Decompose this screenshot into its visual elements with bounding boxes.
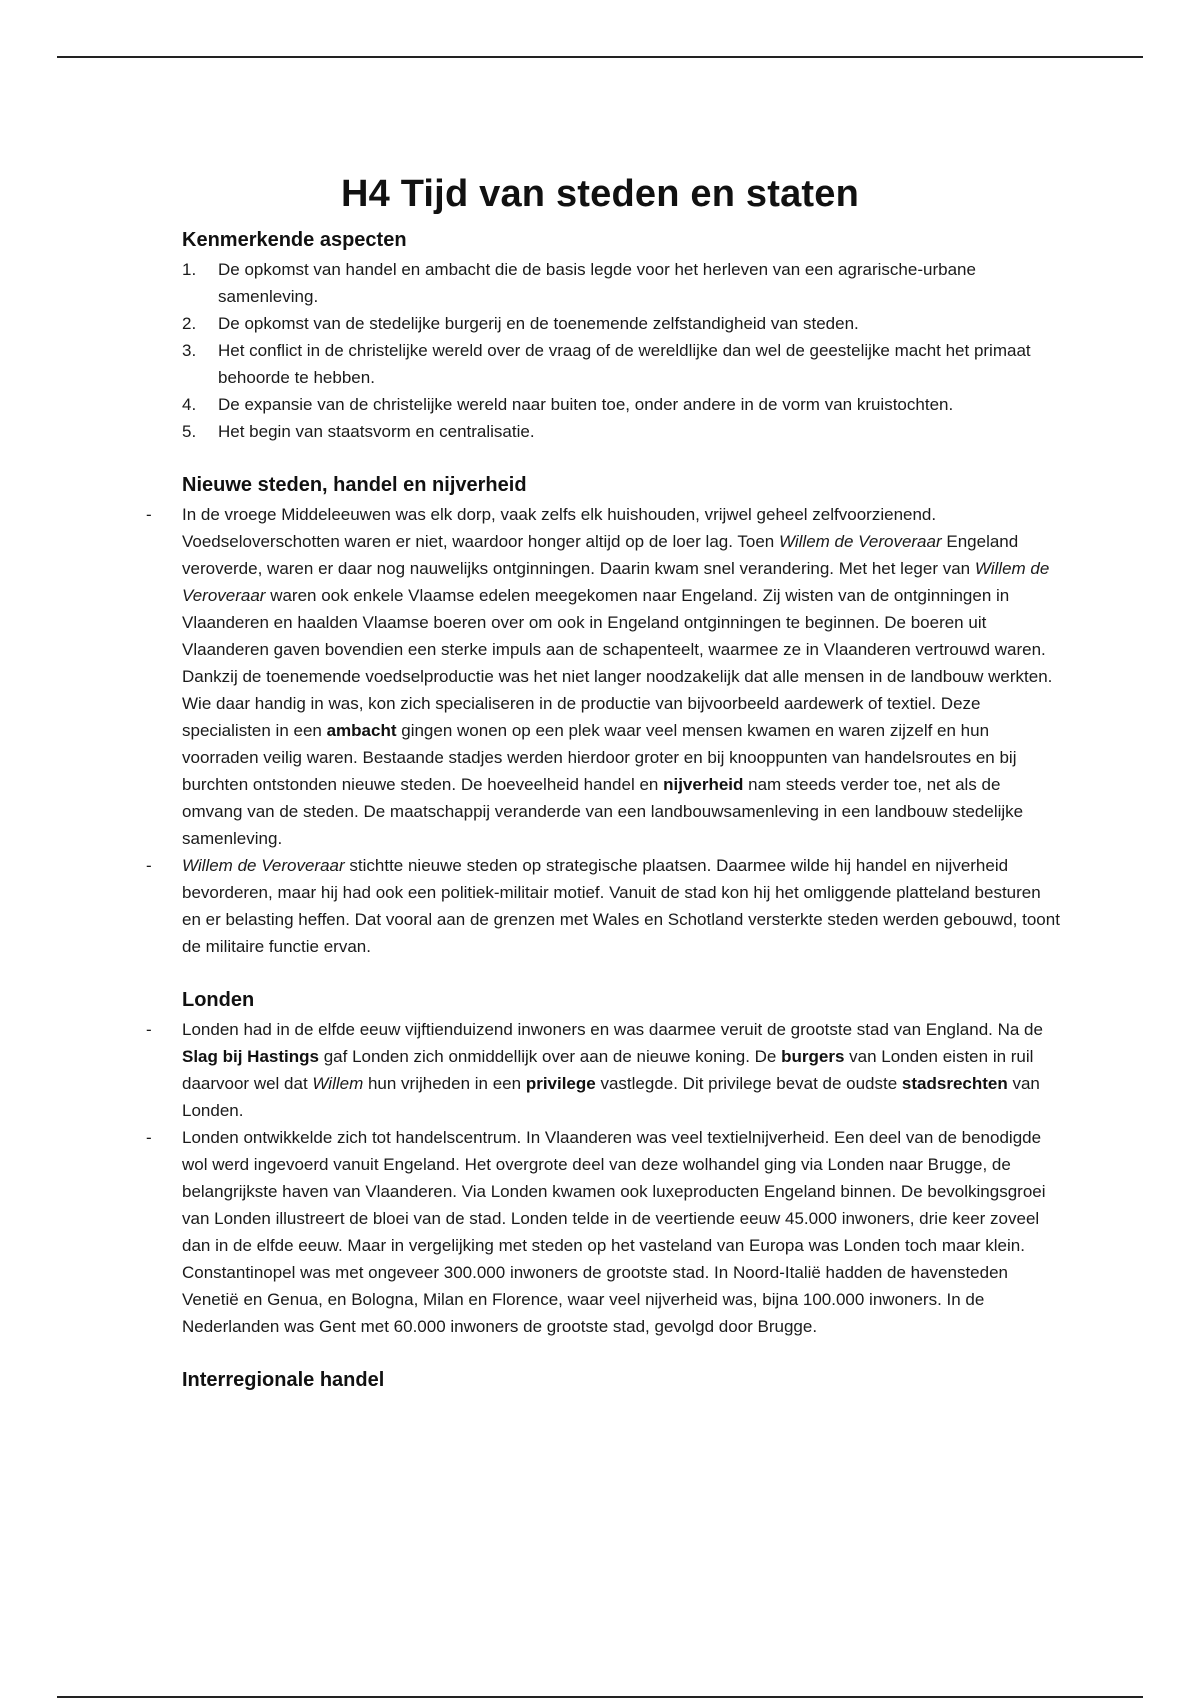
top-rule bbox=[57, 56, 1143, 58]
bold-term: nijverheid bbox=[663, 775, 744, 794]
list-number: 5. bbox=[182, 422, 197, 441]
text-run: stichtte nieuwe steden op strategische plaatsen. Daarmee wilde hij handel en nijverheid bevorderen, maar hij had ook een politiek-militair motief. Vanuit de stad kon hij het omliggende platteland besturen en er belasting heffen. Dat vooral aan de grenzen met Wales en Schotland versterkte steden werden gebouwd, toont de militaire functie ervan. bbox=[182, 856, 1060, 956]
text-run: Engeland veroverde, waren er daar nog nauwelijks ontginningen. Daarin kwam snel verandering. Met het leger van bbox=[182, 532, 1019, 578]
bullet-paragraph bbox=[146, 1016, 1062, 1124]
page-title: H4 Tijd van steden en staten bbox=[340, 173, 860, 216]
bullet-paragraph bbox=[146, 852, 1062, 960]
bullet-list bbox=[146, 1016, 1062, 1340]
list-item bbox=[182, 310, 1062, 337]
bottom-rule bbox=[57, 1696, 1143, 1698]
list-number: 2. bbox=[182, 314, 197, 333]
section-kenmerkende-aspecten bbox=[182, 226, 1062, 445]
text-run: gingen wonen op een plek waar veel mensen kwamen en waren zijzelf en hun voorraden veilig waren. Bestaande stadjes werden hierdoor groter en bij knooppunten van handelsroutes en bij burchten ontstonden nieuwe steden. De hoeveelheid handel en bbox=[182, 721, 1017, 794]
section-nieuwe-steden bbox=[146, 471, 1062, 960]
italic-run: Willem bbox=[312, 1074, 364, 1093]
list-item bbox=[182, 391, 1062, 418]
list-item-text: De opkomst van handel en ambacht die de basis legde voor het herleven van een agrarische-urbane samenleving. bbox=[218, 260, 976, 306]
list-item-text: Het conflict in de christelijke wereld over de vraag of de wereldlijke dan wel de geestelijke macht het primaat behoorde te hebben. bbox=[218, 341, 1031, 387]
section-interregionale-handel bbox=[182, 1366, 1062, 1394]
text-run: gaf Londen zich onmiddellijk over aan de nieuwe koning. De bbox=[318, 1047, 782, 1066]
bullet-dash: - bbox=[146, 856, 152, 875]
text-run: Londen had in de elfde eeuw vijftienduizend inwoners en was daarmee veruit de grootste stad van England. Na de bbox=[182, 1020, 1043, 1039]
italic-run: Willem de Veroveraar bbox=[182, 559, 1050, 605]
text-run: waren ook enkele Vlaamse edelen meegekomen naar Engeland. Zij wisten van de ontginningen in Vlaanderen en haalden Vlaamse boeren over om ook in Engeland ontginningen te beginnen. De boeren uit Vlaanderen gaven bovendien een sterke impuls aan de schapenteelt, waarmee ze in Vlaanderen vertrouwd waren. Dankzij de toenemende voedselproductie was het niet langer noodzakelijk dat alle mensen in de landbouw werkten. Wie daar handig in was, kon zich specialiseren in de productie van bijvoorbeeld aardewerk of textiel. Deze specialisten in een bbox=[182, 586, 1053, 740]
bold-term: ambacht bbox=[326, 721, 397, 740]
section-heading: Kenmerkende aspecten bbox=[182, 229, 407, 251]
bullet-paragraph bbox=[146, 1124, 1062, 1340]
text-run: van Londen eisten in ruil daarvoor wel dat bbox=[182, 1047, 1034, 1093]
bullet-dash: - bbox=[146, 1020, 152, 1039]
italic-run: Willem de Veroveraar bbox=[182, 856, 345, 875]
document-body bbox=[146, 226, 1062, 1420]
list-item-text: De opkomst van de stedelijke burgerij en de toenemende zelfstandigheid van steden. bbox=[218, 314, 859, 333]
list-item-text: De expansie van de christelijke wereld naar buiten toe, onder andere in de vorm van kruistochten. bbox=[218, 395, 954, 414]
section-londen bbox=[146, 986, 1062, 1340]
bold-term: privilege bbox=[525, 1074, 596, 1093]
list-item bbox=[182, 256, 1062, 310]
bold-term: Slag bij Hastings bbox=[182, 1047, 319, 1066]
text-run: nam steeds verder toe, net als de omvang van de steden. De maatschappij veranderde van een landbouwsamenleving in een landbouw stedelijke samenleving. bbox=[182, 775, 1024, 848]
text-run: vastlegde. Dit privilege bevat de oudste bbox=[595, 1074, 902, 1093]
italic-run: Willem de Veroveraar bbox=[778, 532, 942, 551]
bullet-paragraph bbox=[146, 501, 1062, 852]
bullet-dash: - bbox=[146, 1128, 152, 1147]
list-item-text: Het begin van staatsvorm en centralisatie. bbox=[218, 422, 535, 441]
bold-term: burgers bbox=[781, 1047, 845, 1066]
text-run: Londen ontwikkelde zich tot handelscentrum. In Vlaanderen was veel textielnijverheid. Een deel van de benodigde wol werd ingevoerd vanuit Engeland. Het overgrote deel van deze wolhandel ging via Londen naar Brugge, de belangrijkste haven van Vlaanderen. Via Londen kwamen ook luxeproducten Engeland binnen. De bevolkingsgroei van Londen illustreert de bloei van de stad. Londen telde in de veertiende eeuw 45.000 inwoners, drie keer zoveel dan in de elfde eeuw. Maar in vergelijking met steden op het vasteland van Europa was Londen toch maar klein. Constantinopel was met ongeveer 300.000 inwoners de grootste stad. In Noord-Italië hadden de havensteden Venetië en Genua, en Bologna, Milan en Florence, waar veel nijverheid was, bijna 100.000 inwoners. In de Nederlanden was Gent met 60.000 inwoners de grootste stad, gevolgd door Brugge. bbox=[182, 1128, 1046, 1336]
text-run: van Londen. bbox=[182, 1074, 1040, 1120]
list-item bbox=[182, 337, 1062, 391]
text-run: hun vrijheden in een bbox=[363, 1074, 526, 1093]
section-heading: Londen bbox=[182, 989, 255, 1011]
numbered-list bbox=[182, 256, 1062, 445]
bullet-dash: - bbox=[146, 505, 152, 524]
bullet-list bbox=[146, 501, 1062, 960]
list-number: 1. bbox=[182, 260, 197, 279]
list-number: 3. bbox=[182, 341, 197, 360]
text-run: In de vroege Middeleeuwen was elk dorp, vaak zelfs elk huishouden, vrijwel geheel zelfvoorzienend. Voedseloverschotten waren er niet, waardoor honger altijd op de loer lag. Toen bbox=[182, 505, 937, 551]
list-item bbox=[182, 418, 1062, 445]
bold-term: stadsrechten bbox=[901, 1074, 1008, 1093]
section-heading: Nieuwe steden, handel en nijverheid bbox=[182, 474, 527, 496]
section-heading: Interregionale handel bbox=[182, 1369, 385, 1391]
list-number: 4. bbox=[182, 395, 197, 414]
